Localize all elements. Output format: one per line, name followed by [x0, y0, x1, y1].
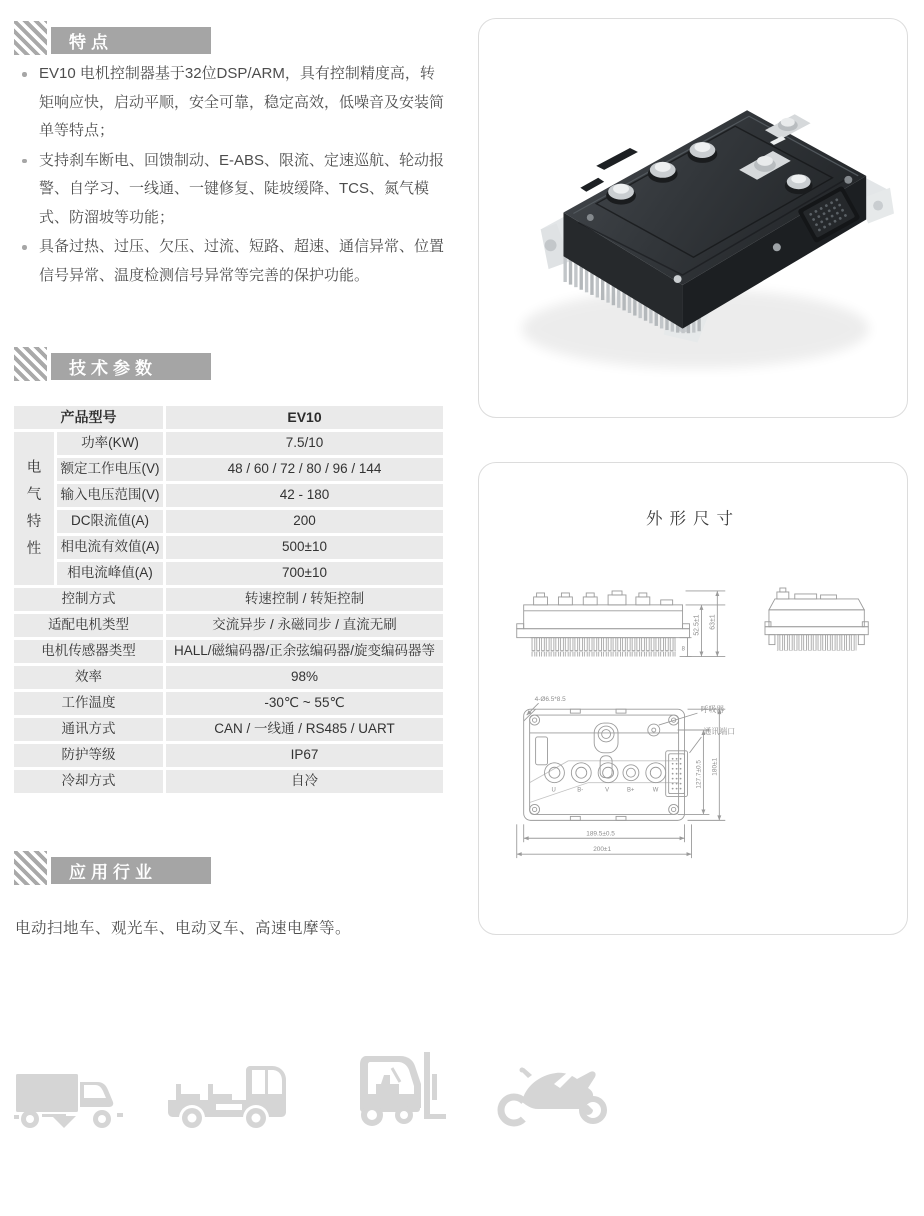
hatch-stripes-icon — [14, 347, 47, 381]
spec-label: 防护等级 — [14, 744, 163, 767]
spec-value: IP67 — [166, 744, 443, 767]
spec-label: 额定工作电压(V) — [57, 458, 163, 481]
hatch-stripes-icon — [14, 21, 47, 55]
spec-value: 98% — [166, 666, 443, 689]
top-view — [517, 703, 726, 858]
spec-value: 转速控制 / 转矩控制 — [166, 588, 443, 611]
breather-label: 呼吸器 — [700, 705, 725, 715]
spec-value: 自冷 — [166, 770, 443, 793]
specs-section-header — [14, 347, 211, 381]
spec-label: 冷却方式 — [14, 770, 163, 793]
dim-front-height-total: 63±1 — [709, 614, 717, 630]
spec-label: 电机传感器类型 — [14, 640, 163, 663]
dimensions-panel — [478, 462, 908, 935]
spec-table — [14, 406, 443, 793]
dim-front-fin-height: 8 — [681, 646, 685, 653]
spec-label: 通讯方式 — [14, 718, 163, 741]
product-photo-motor-controller — [479, 19, 906, 416]
spec-label: 输入电压范围(V) — [57, 484, 163, 507]
hatch-stripes-icon — [14, 851, 47, 885]
dim-top-width-inner: 189.5±0.5 — [586, 830, 615, 838]
spec-label: 效率 — [14, 666, 163, 689]
spec-group-label: 电气特性 — [26, 459, 42, 557]
applications-section-header — [14, 851, 211, 885]
dim-top-height-total: 180±1 — [711, 757, 719, 776]
terminal-label-bplus: B+ — [626, 787, 635, 794]
spec-value: 7.5/10 — [166, 432, 443, 455]
dim-holes-label: 4-Ø6.5*8.5 — [534, 696, 566, 704]
product-photo-panel — [478, 18, 908, 418]
terminal-label-bminus: B- — [577, 787, 584, 794]
feature-bullet: EV10 电机控制器基于32位DSP/ARM，具有控制精度高，转矩响应快，启动平顺，安全可靠，稳定高效，低噪音及安装简单等特点； — [16, 60, 448, 146]
spec-label: 产品型号 — [14, 406, 163, 429]
dim-top-width-total: 200±1 — [593, 846, 612, 854]
spec-label: 适配电机类型 — [14, 614, 163, 637]
specs-title: 技术参数 — [51, 353, 211, 380]
terminal-label-u: U — [551, 787, 556, 794]
spec-value: HALL/磁编码器/正余弦编码器/旋变编码器等 — [166, 640, 443, 663]
front-view — [517, 591, 726, 657]
spec-value: 交流异步 / 永磁同步 / 直流无刷 — [166, 614, 443, 637]
spec-value: -30℃ ~ 55℃ — [166, 692, 443, 715]
side-view — [765, 588, 868, 651]
dimension-drawings — [479, 531, 906, 931]
spec-label: 功率(KW) — [57, 432, 163, 455]
spec-value: 700±10 — [166, 562, 443, 585]
terminal-label-w: W — [652, 787, 659, 794]
spec-label: 相电流有效值(A) — [57, 536, 163, 559]
spec-value: 500±10 — [166, 536, 443, 559]
spec-value: 42 - 180 — [166, 484, 443, 507]
sightseeing-cart-icon — [164, 1058, 290, 1132]
spec-group-cell — [14, 432, 54, 585]
spec-value: 48 / 60 / 72 / 80 / 96 / 144 — [166, 458, 443, 481]
feature-bullet: 支持刹车断电、回馈制动、E-ABS、限流、定速巡航、轮动报警、自学习、一线通、一键修复、陡坡缓降、TCS、氮气模式、防溜坡等功能； — [16, 147, 448, 233]
spec-label: 相电流峰值(A) — [57, 562, 163, 585]
spec-label: 工作温度 — [14, 692, 163, 715]
dim-top-height-inner: 127.7±0.5 — [695, 760, 703, 789]
dim-front-height-inner: 52.5±1 — [693, 614, 701, 636]
sweeper-truck-icon — [14, 1058, 124, 1132]
dimensions-title: 外形尺寸 — [646, 510, 740, 528]
features-title: 特点 — [51, 27, 211, 54]
applications-text: 电动扫地车、观光车、电动叉车、高速电摩等。 — [15, 920, 352, 937]
comm-port-label: 通讯端口 — [703, 726, 736, 736]
features-list — [16, 60, 448, 291]
spec-label: 控制方式 — [14, 588, 163, 611]
spec-value: 200 — [166, 510, 443, 533]
applications-title: 应用行业 — [51, 857, 211, 884]
spec-value: CAN / 一线通 / RS485 / UART — [166, 718, 443, 741]
spec-value: EV10 — [166, 406, 443, 429]
features-section-header — [14, 21, 211, 55]
spec-label: DC限流值(A) — [57, 510, 163, 533]
terminal-label-v: V — [605, 787, 610, 794]
feature-bullet: 具备过热、过压、欠压、过流、短路、超速、通信异常、位置信号异常、温度检测信号异常等完善的保护功能。 — [16, 233, 448, 290]
motorcycle-icon — [492, 1058, 612, 1128]
forklift-icon — [352, 1052, 447, 1132]
